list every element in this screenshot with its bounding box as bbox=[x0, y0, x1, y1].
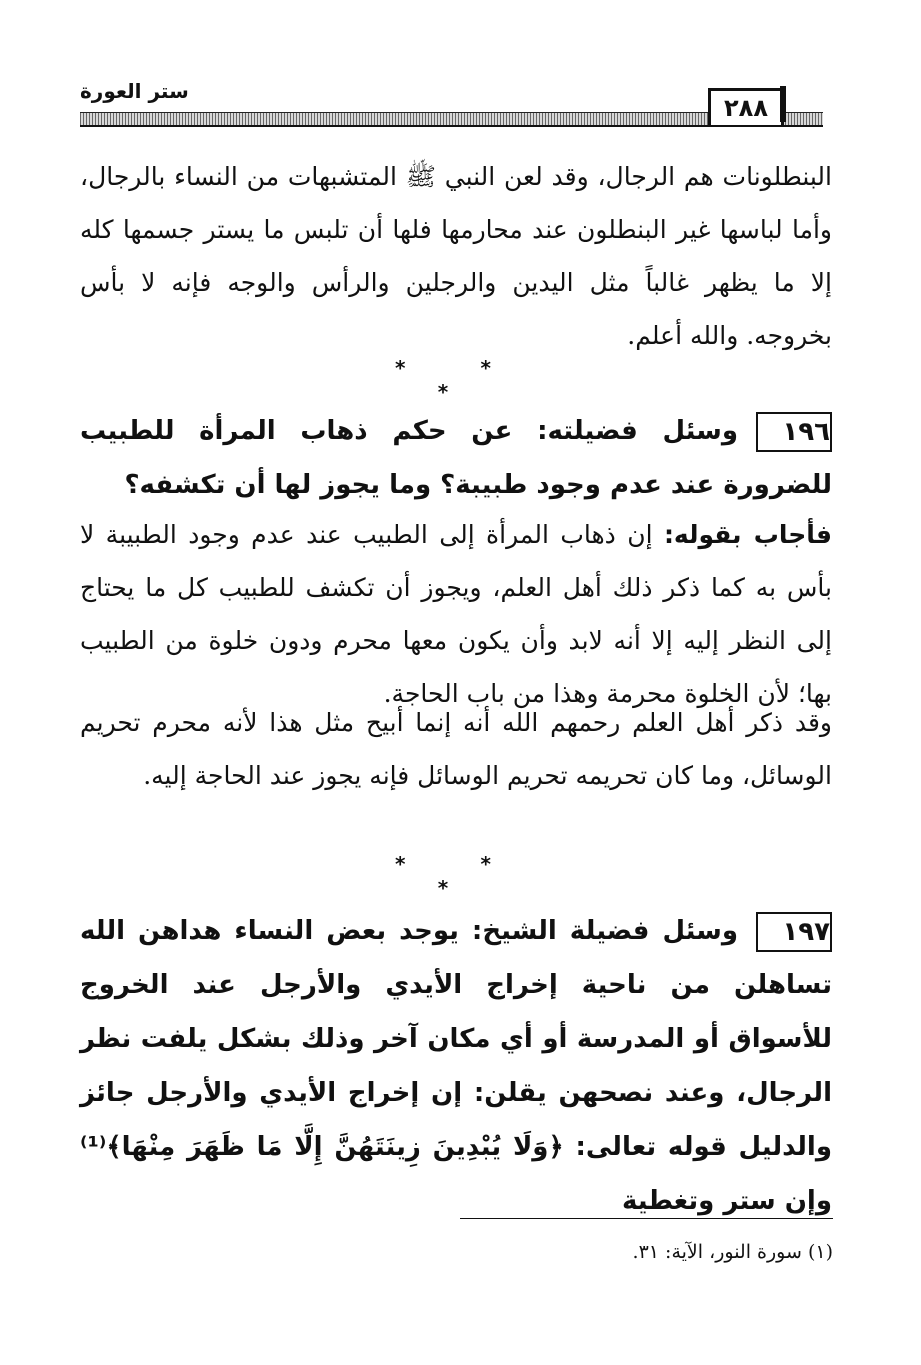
paragraph-continued: البنطلونات هم الرجال، وقد لعن النبي ﷺ المتشبهات من النساء بالرجال، وأما لباسها غير البنطلون عند محارمها فلها أن تلبس ما يستر جسمها كله إلا ما يظهر غالباً مثل اليدين والرجلين والرأس والوجه فإنه لا بأس بخروجه. والله أعلم. bbox=[80, 162, 832, 350]
question-number-196: ١٩٦ bbox=[756, 412, 832, 452]
answer-196-text: إن ذهاب المرأة إلى الطبيب عند عدم وجود الطبيبة لا بأس به كما ذكر ذلك أهل العلم، ويجوز أن تكشف للطبيب كل ما يحتاج إلى النظر إليه إلا أنه لابد وأن يكون معها محرم ودون خلوة من الطبيب بها؛ لأن الخلوة محرمة وهذا من باب الحاجة. bbox=[80, 520, 833, 708]
footnote-rule bbox=[460, 1218, 833, 1219]
question-196-text: وسئل فضيلته: عن حكم ذهاب المرأة للطبيب للضرورة عند عدم وجود طبيبة؟ وما يجوز لها أن تكشفه؟ bbox=[80, 416, 832, 500]
answer-lead-196: فأجاب بقوله: bbox=[663, 520, 832, 549]
question-number-197: ١٩٧ bbox=[756, 912, 832, 952]
question-197-text: وسئل فضيلة الشيخ: يوجد بعض النساء هداهن الله تساهلن من ناحية إخراج الأيدي والأرجل عند الخروج للأسواق أو المدرسة أو أي مكان آخر وذلك بشكل يلفت نظر الرجال، وعند نصحهن يقلن: إن إخراج الأيدي والأرجل جائز والدليل قوله تعالى: ﴿وَلَا يُبْدِينَ زِينَتَهُنَّ إِلَّا مَا ظَهَرَ مِنْهَا﴾⁽¹⁾ وإن ستر وتغطية bbox=[80, 916, 832, 1216]
question-197 bbox=[80, 904, 832, 1228]
page-number: ٢٨٨ bbox=[708, 88, 784, 125]
page-number-tab bbox=[780, 86, 786, 122]
footnote: (١) سورة النور، الآية: ٣١. bbox=[632, 1241, 833, 1263]
running-title: ستر العورة bbox=[80, 79, 189, 103]
section-separator: * * * bbox=[395, 356, 525, 404]
answer-196 bbox=[80, 508, 832, 720]
answer-196-paragraph-2: وقد ذكر أهل العلم رحمهم الله أنه إنما أبيح مثل هذا لأنه محرم تحريم الوسائل، وما كان تحريمه تحريم الوسائل فإنه يجوز عند الحاجة إليه. bbox=[80, 708, 832, 790]
section-separator: * * * bbox=[395, 852, 525, 900]
question-196 bbox=[80, 404, 832, 512]
